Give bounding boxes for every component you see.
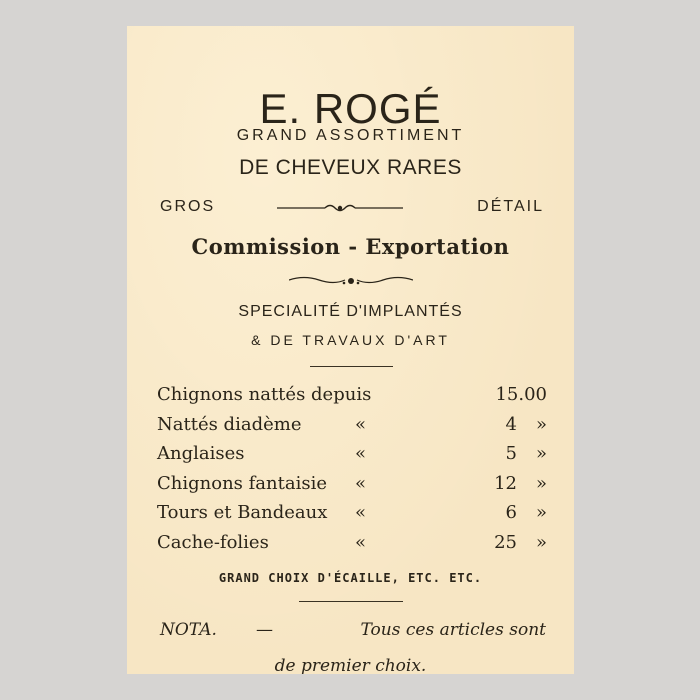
trade-card	[127, 26, 574, 674]
price-list	[157, 384, 547, 561]
price-item: Chignons fantaisie	[157, 472, 327, 494]
price-row	[157, 443, 547, 473]
price-item: Nattés diadème	[157, 413, 302, 435]
price-value: 15.00	[495, 384, 547, 405]
ditto-end-mark: »	[535, 443, 547, 464]
ditto-mark: «	[355, 531, 367, 553]
nota-dash: —	[256, 620, 273, 640]
price-value: 12	[494, 472, 517, 494]
card-title: E. ROGÉ	[259, 85, 442, 132]
flourish-divider-icon	[289, 274, 413, 288]
price-item: Chignons nattés depuis	[157, 384, 372, 405]
grand-choix-line: GRAND CHOIX D'ÉCAILLE, ETC. ETC.	[218, 571, 483, 585]
price-row	[157, 384, 547, 414]
subtitle-line-1: GRAND ASSORTIMENT	[236, 127, 465, 144]
ditto-mark: «	[355, 472, 367, 494]
price-item: Anglaises	[157, 443, 245, 464]
price-item: Cache-folies	[157, 531, 269, 553]
ditto-mark: «	[355, 443, 367, 464]
commission-line: Commission - Exportation	[191, 234, 510, 259]
ditto-end-mark: »	[535, 502, 547, 523]
ditto-end-mark: »	[535, 531, 547, 553]
nota-text: Tous ces articles sont	[360, 620, 546, 640]
price-value: 25	[494, 531, 517, 553]
divider-rule	[310, 366, 393, 367]
price-row	[157, 532, 547, 562]
detail-label: DÉTAIL	[477, 198, 544, 215]
divider-rule-bottom	[299, 601, 403, 602]
ditto-mark: «	[355, 502, 367, 523]
price-value: 5	[505, 443, 517, 464]
subtitle-line-2: DE CHEVEUX RARES	[239, 156, 462, 179]
travaux-line: & DE TRAVAUX D'ART	[251, 332, 450, 348]
price-value: 4	[505, 413, 517, 435]
nota-label: NOTA.	[160, 620, 217, 640]
ditto-mark: «	[355, 413, 367, 435]
ditto-end-mark: »	[535, 472, 547, 494]
specialite-line: SPECIALITÉ D'IMPLANTÉS	[238, 303, 463, 320]
nota-last-line: de premier choix.	[274, 656, 427, 674]
price-item: Tours et Bandeaux	[157, 502, 328, 523]
price-row	[157, 502, 547, 532]
price-value: 6	[505, 502, 517, 523]
ornament-divider-icon	[277, 202, 403, 214]
gros-label: GROS	[160, 198, 216, 215]
price-row	[157, 414, 547, 444]
price-row	[157, 473, 547, 503]
ditto-end-mark: »	[535, 413, 547, 435]
